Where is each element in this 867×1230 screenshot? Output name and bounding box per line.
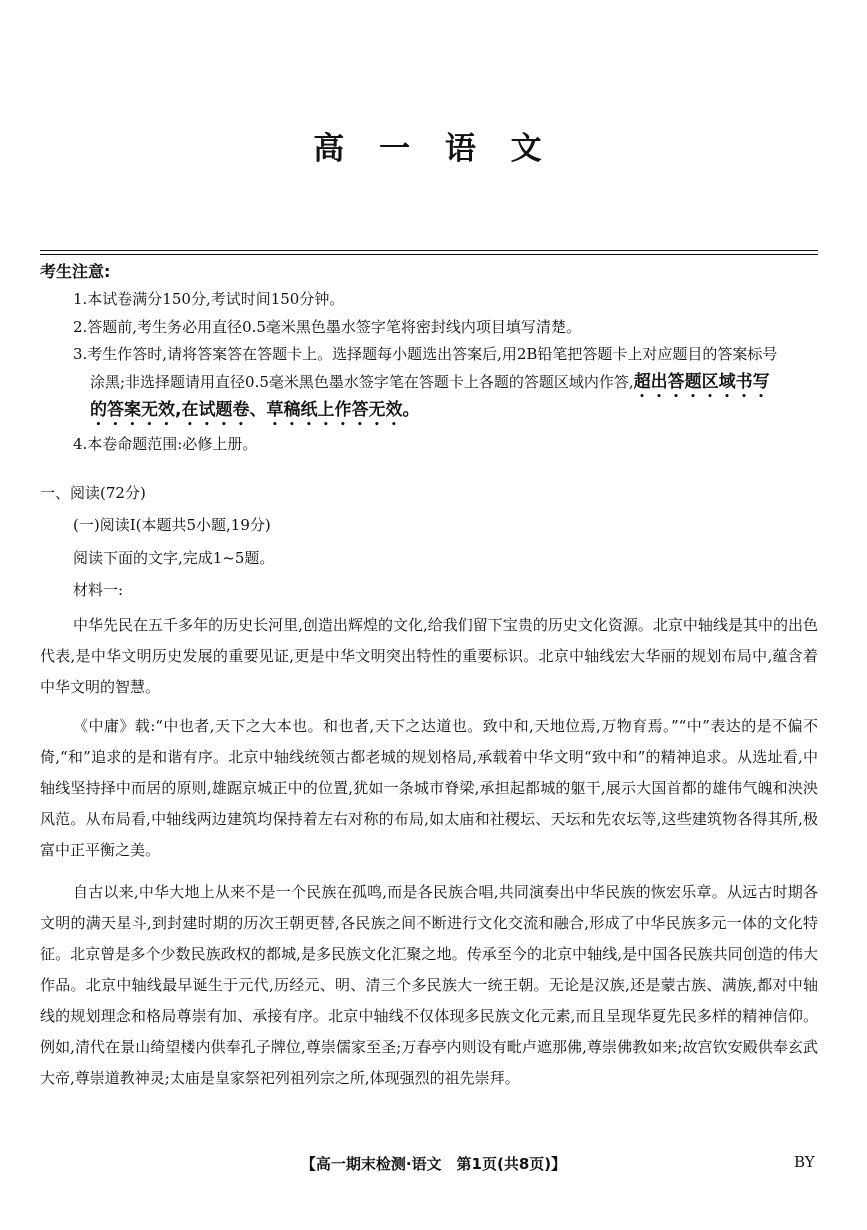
notice-item-3-text: 涂黑;非选择题请用直径0.5毫米黑色墨水签字笔在答题卡上各题的答题区域内作答, (90, 373, 634, 391)
notice-item-3-line2 (90, 372, 770, 402)
notice-item-2: 2.答题前,考生务必用直径0.5毫米黑色墨水签字笔将密封线内项目填写清楚。 (73, 318, 581, 336)
paragraph-1: 中华先民在五千多年的历史长河里,创造出辉煌的文化,给我们留下宝贵的历史文化资源。北京中轴线是其中的出色代表,是中华文明历史发展的重要见证,更是中华文明突出特性的重要标识。北京中轴线宏大华丽的规划布局中,蕴含着中华文明的智慧。 (40, 616, 818, 696)
section-heading: 一、阅读(72分) (40, 484, 146, 502)
notice-item-3-line3 (90, 400, 419, 430)
material-label: 材料一: (73, 581, 124, 599)
notice-item-3-line1: 3.考生作答时,请将答案答在答题卡上。选择题每小题选出答案后,用2B铅笔把答题卡上对应题目的答案标号 (73, 345, 778, 363)
paragraph-3: 自古以来,中华大地上从来不是一个民族在孤鸣,而是各民族合唱,共同演奏出中华民族的恢宏乐章。从远古时期各文明的满天星斗,到封建时期的历次王朝更替,各民族之间不断进行文化交流和融合,形成了中华民族多元一体的文化特征。北京曾是多个少数民族政权的都城,是多民族文化汇聚之地。传承至今的北京中轴线,是中国各民族共同创造的伟大作品。北京中轴线最早诞生于元代,历经元、明、清三个多民族大一统王朝。无论是汉族,还是蒙古族、满族,都对中轴线的规划理念和格局尊崇有加、承接有序。北京中轴线不仅体现多民族文化元素,而且呈现华夏先民多样的精神信仰。例如,清代在景山绮望楼内供奉孔子牌位,尊崇儒家至圣;万春亭内则设有毗卢遮那佛,尊崇佛教如来;故宫钦安殿供奉玄武大帝,尊崇道教神灵;太庙是皇家祭祀列祖列宗之所,体现强烈的祖先崇拜。 (40, 883, 818, 1087)
page-code: BY (794, 1153, 815, 1171)
notice-item-4: 4.本卷命题范围:必修上册。 (73, 435, 258, 453)
page-title: 高 一 语 文 (313, 131, 554, 167)
header-rule-top (40, 250, 818, 251)
header-rule-bottom (40, 254, 818, 255)
subsection-heading: (一)阅读Ⅰ(本题共5小题,19分) (73, 516, 271, 534)
notice-warning-emphasis: 超出答题区域书写 (633, 372, 770, 392)
notice-item-1: 1.本试卷满分150分,考试时间150分钟。 (73, 290, 345, 308)
page-footer: 【高一期末检测·语文 第1页(共8页)】 (300, 1155, 567, 1173)
notice-warning-emphasis-cont: 的答案无效,在试题卷、草稿纸上作答无效。 (90, 400, 420, 420)
instruction-text: 阅读下面的文字,完成1~5题。 (73, 549, 275, 567)
paragraph-2: 《中庸》载:“中也者,天下之大本也。和也者,天下之达道也。致中和,天地位焉,万物育焉。”“中”表达的是不偏不倚,“和”追求的是和谐有序。北京中轴线统领古都老城的规划格局,承载着中华文明“致中和”的精神追求。从选址看,中轴线坚持择中而居的原则,雄踞京城正中的位置,犹如一条城市脊梁,承担起都城的躯干,展示大国首都的雄伟气魄和泱泱风范。从布局看,中轴线两边建筑均保持着左右对称的布局,如太庙和社稷坛、天坛和先农坛等,这些建筑物各得其所,极富中正平衡之美。 (40, 717, 818, 859)
notice-heading: 考生注意: (40, 262, 111, 281)
